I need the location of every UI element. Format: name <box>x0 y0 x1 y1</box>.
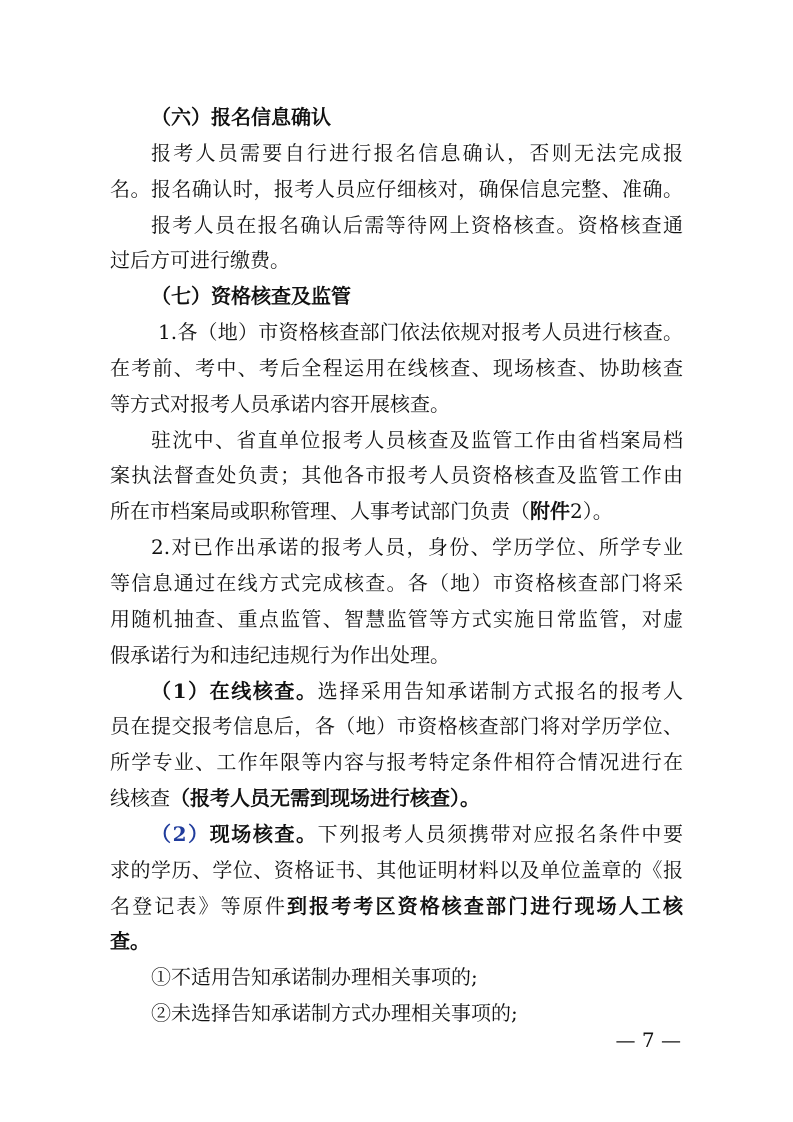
item-1-line-2: 在考前、考中、考后全程运用在线核查、现场核查、协助核查 <box>110 355 683 380</box>
responsibility-line-1: 驻沈中、省直单位报考人员核查及监管工作由省档案局档 <box>151 427 683 452</box>
item-1-line-3: 等方式对报考人员承诺内容开展核查。 <box>110 391 450 416</box>
onsite-check-line-3 <box>110 889 683 925</box>
wait-paragraph-line-1: 报考人员在报名确认后需等待网上资格核查。资格核查通 <box>151 212 683 237</box>
confirm-paragraph-line-2: 名。报名确认时，报考人员应仔细核对，确保信息完整、准确。 <box>110 176 683 201</box>
onsite-check-requirement: 到报考考区资格核查部门进行现场人工核 <box>286 893 684 918</box>
online-check-line-4 <box>110 781 683 817</box>
responsibility-line-3 <box>110 494 683 530</box>
wait-paragraph-line-2: 过后方可进行缴费。 <box>110 248 290 273</box>
onsite-check-label: 现场核查。 <box>209 821 318 846</box>
onsite-check-number: （2） <box>151 821 210 846</box>
onsite-check-line-2: 求的学历、学位、资格证书、其他证明材料以及单位盖章的《报 <box>110 857 683 882</box>
item-2-line-1: 2.对已作出承诺的报考人员，身份、学历学位、所学专业 <box>151 535 683 560</box>
responsibility-text: 所在市档案局或职称管理、人事考试部门负责（ <box>110 499 530 524</box>
onsite-check-line-4: 查。 <box>110 929 150 954</box>
online-check-text: 线核查 <box>110 786 170 811</box>
onsite-case-1: ①不适用告知承诺制办理相关事项的; <box>151 965 478 990</box>
online-check-line-3: 所学专业、工作年限等内容与报考特定条件相符合情况进行在 <box>110 750 683 775</box>
page-number: — 7 — <box>615 1028 681 1052</box>
onsite-check-text: 名登记表》等原件 <box>110 893 287 918</box>
online-check-line-1 <box>110 674 683 710</box>
online-check-text: 选择采用告知承诺制方式报名的报考人 <box>317 678 683 703</box>
responsibility-line-2: 案执法督查处负责；其他各市报考人员资格核查及监管工作由 <box>110 463 683 488</box>
section-7-heading: （七）资格核查及监管 <box>151 284 351 309</box>
document-body <box>110 100 683 1032</box>
section-6-heading: （六）报名信息确认 <box>151 105 331 129</box>
onsite-check-text: 下列报考人员须携带对应报名条件中要 <box>317 821 684 846</box>
online-check-label: （1）在线核查。 <box>151 678 318 703</box>
item-1-line-1: 1.各（地）市资格核查部门依法依规对报考人员进行核查。 <box>158 320 683 345</box>
item-2-line-4: 假承诺行为和违纪违规行为作出处理。 <box>110 642 450 667</box>
item-2-line-2: 等信息通过在线方式完成核查。各（地）市资格核查部门将采 <box>110 570 683 595</box>
onsite-case-2: ②未选择告知承诺制方式办理相关事项的; <box>151 1001 518 1026</box>
online-check-line-2: 员在提交报考信息后，各（地）市资格核查部门将对学历学位、 <box>110 714 683 739</box>
confirm-paragraph-line-1: 报考人员需要自行进行报名信息确认，否则无法完成报 <box>151 140 683 165</box>
responsibility-suffix: 2）。 <box>570 499 613 524</box>
attachment-label: 附件 <box>530 499 570 524</box>
item-2-line-3: 用随机抽查、重点监管、智慧监管等方式实施日常监管，对虚 <box>110 606 683 631</box>
onsite-check-line-1 <box>110 817 683 853</box>
online-check-note: （报考人员无需到现场进行核查）。 <box>170 786 480 811</box>
